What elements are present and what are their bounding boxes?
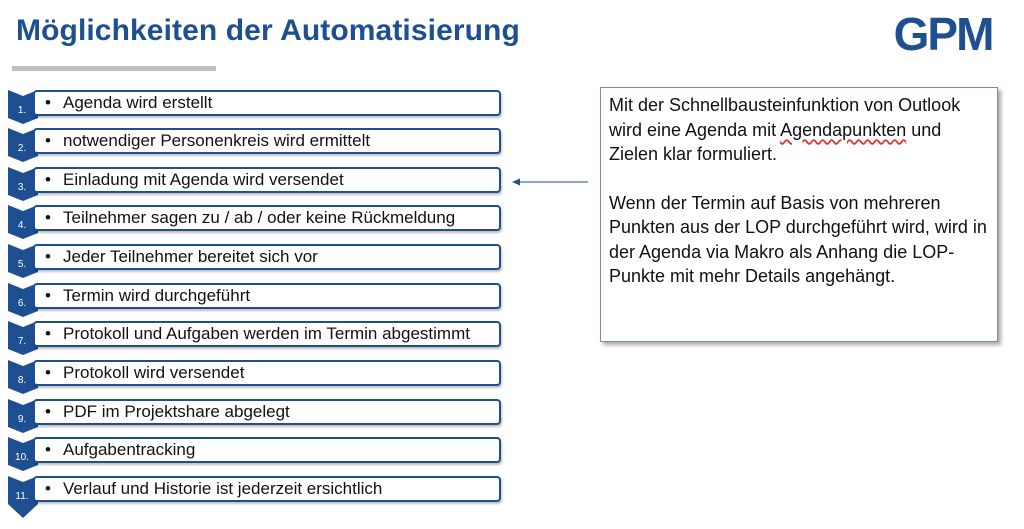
step-number: 10. [15, 452, 29, 463]
bullet: • [45, 440, 51, 459]
step-text: Jeder Teilnehmer bereitet sich vor [63, 247, 318, 266]
step-text: Verlauf und Historie ist jederzeit ersichtlich [63, 479, 383, 498]
step-item [33, 90, 501, 116]
step-item [33, 205, 501, 231]
callout-text: und Zielen klar formuliert. [609, 119, 942, 164]
callout-text: Mit der Schnellbausteinfunktion von Outlook wird eine Agenda mit [609, 95, 961, 140]
bullet: • [45, 208, 51, 227]
bullet: • [45, 402, 51, 421]
step-item [33, 283, 501, 309]
title-underline [12, 66, 216, 71]
step-item [33, 360, 501, 386]
step-text: notwendiger Personenkreis wird ermittelt [63, 131, 371, 150]
step-text: PDF im Projektshare abgelegt [63, 402, 290, 421]
bullet: • [45, 286, 51, 305]
step-number: 2. [17, 143, 27, 154]
step-text: Agenda wird erstellt [63, 93, 213, 112]
step-number: 4. [17, 220, 27, 231]
svg-text:GPM: GPM [893, 12, 993, 54]
step-item [33, 321, 501, 347]
callout-paragraph-2: Wenn der Termin auf Basis von mehreren Punkten aus der LOP durchgeführt wird, wird in der Agenda via Makro als Anhang die LOP-Punkte mit mehr Details angehängt. [609, 192, 987, 286]
spellcheck-marked-word: Agendapunkten [780, 119, 907, 140]
bullet: • [45, 363, 51, 382]
step-number: 6. [17, 298, 27, 309]
step-number: 7. [17, 336, 27, 347]
bullet: • [45, 131, 51, 150]
step-number: 11. [15, 491, 29, 502]
step-number: 5. [17, 259, 27, 270]
step-text: Protokoll wird versendet [63, 363, 245, 382]
step-text: Teilnehmer sagen zu / ab / oder keine Rückmeldung [63, 208, 456, 227]
bullet: • [45, 170, 51, 189]
step-number: 3. [17, 182, 27, 193]
step-text: Protokoll und Aufgaben werden im Termin abgestimmt [63, 324, 470, 343]
bullet: • [45, 247, 51, 266]
step-item [33, 476, 501, 502]
gpm-logo [886, 12, 1000, 54]
step-text: Termin wird durchgeführt [63, 286, 251, 305]
step-item [33, 399, 501, 425]
arrow-left-icon [512, 176, 588, 188]
callout-paragraph-1 [609, 93, 989, 167]
bullet: • [45, 479, 51, 498]
bullet: • [45, 324, 51, 343]
step-number: 8. [17, 375, 27, 386]
step-item [33, 244, 501, 270]
step-item [33, 167, 501, 193]
bullet: • [45, 93, 51, 112]
step-item [33, 437, 501, 463]
step-text: Aufgabentracking [63, 440, 196, 459]
step-number: 9. [17, 414, 27, 425]
page-title: Möglichkeiten der Automatisierung [16, 14, 520, 47]
callout-box [600, 87, 998, 342]
step-text: Einladung mit Agenda wird versendet [63, 170, 344, 189]
step-item [33, 128, 501, 154]
step-number: 1. [17, 105, 27, 116]
